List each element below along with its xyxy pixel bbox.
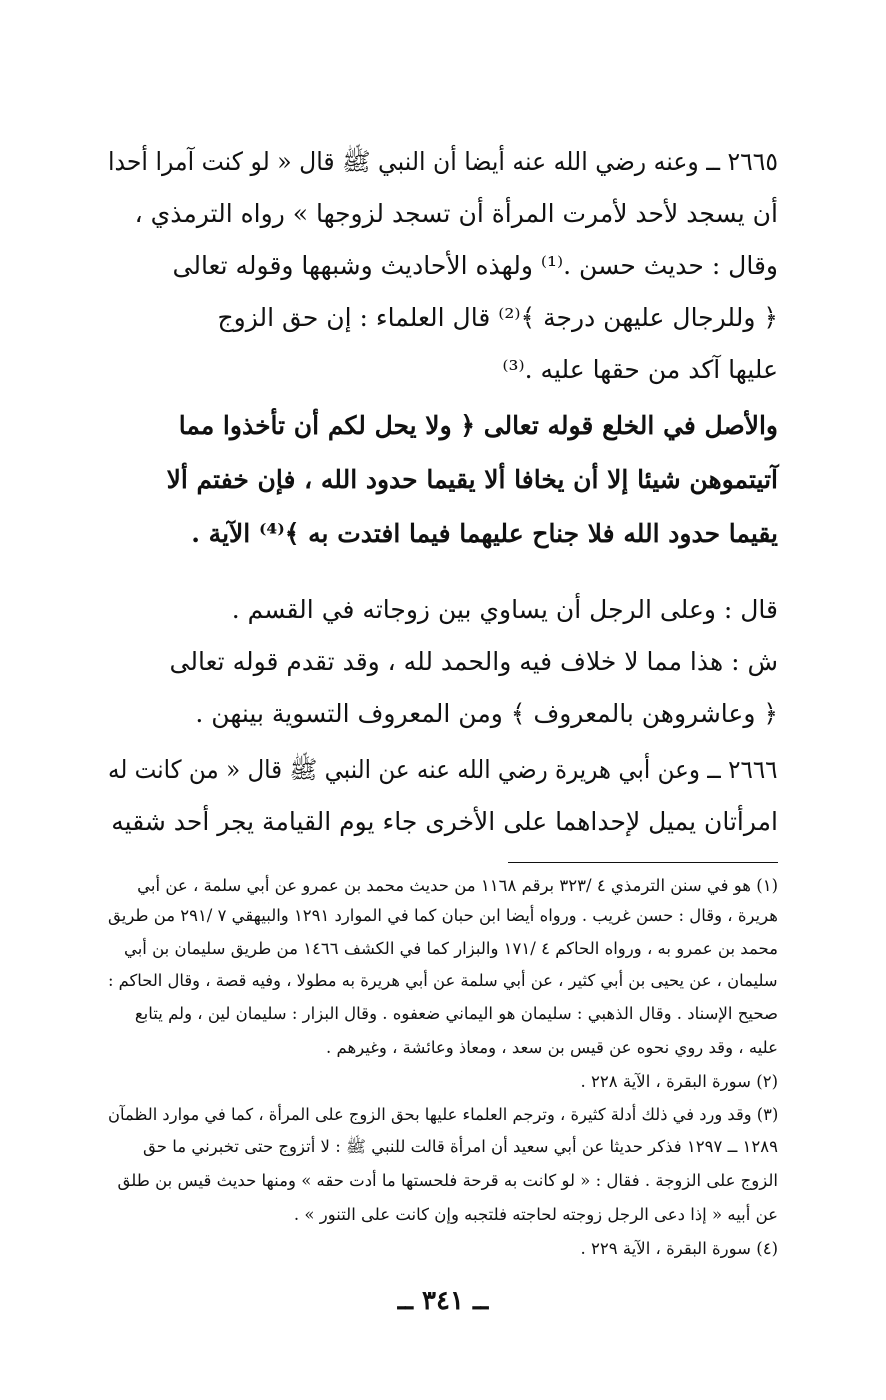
text-line: آتيتموهن شيئا إلا أن يخافا ألا يقيما حدود الله ، فإن خفتم ألا [166, 465, 778, 494]
footnote-line: هريرة ، وقال : حسن غريب . ورواه أيضا ابن حبان كما في الموارد ١٢٩١ والبيهقي ٧ /٢٩١ من طريق [108, 906, 778, 925]
text-line: والأصل في الخلع قوله تعالى ﴿ ولا يحل لكم أن تأخذوا مما [178, 411, 778, 440]
text-line: ٢٦٦٦ ــ وعن أبي هريرة رضي الله عنه عن النبي ﷺ قال « من كانت له [108, 755, 778, 784]
footnote-line: (٤) سورة البقرة ، الآية ٢٢٩ . [580, 1239, 778, 1258]
text-line: أن يسجد لأحد لأمرت المرأة أن تسجد لزوجها » رواه الترمذي ، [134, 199, 778, 228]
footnote-line: محمد بن عمرو به ، ورواه الحاكم ٤ /١٧١ والبزار كما في الكشف ١٤٦٦ من طريق سليمان بن أبي [123, 939, 778, 958]
text-line: قال : وعلى الرجل أن يساوي بين زوجاته في القسم . [231, 595, 778, 624]
text-line: ش : هذا مما لا خلاف فيه والحمد لله ، وقد تقدم قوله تعالى [169, 647, 778, 676]
text-line: عليها آكد من حقها عليه .⁽³⁾ [502, 355, 778, 384]
footnote-line: (١) هو في سنن الترمذي ٤ /٣٢٣ برقم ١١٦٨ من حديث محمد بن عمرو عن أبي سلمة ، عن أبي [137, 876, 778, 895]
footnote-line: (٣) وقد ورد في ذلك أدلة كثيرة ، وترجم العلماء عليها بحق الزوج على المرأة ، كما في موارد الظمآن [107, 1105, 778, 1124]
text-line: امرأتان يميل لإحداهما على الأخرى جاء يوم القيامة يجر أحد شقيه [111, 807, 778, 836]
footnote-line: سليمان ، عن يحيى بن أبي كثير ، عن أبي سلمة عن أبي هريرة به مطولا ، وفيه قصة ، وقال الحاكم : [108, 971, 778, 990]
footnote-divider [508, 862, 778, 863]
text-line: ﴿ وللرجال عليهن درجة ﴾⁽²⁾ قال العلماء : إن حق الزوج [217, 303, 778, 332]
footnote-line: الزوج على الزوجة . فقال : « لو كانت به قرحة فلحستها ما أدت حقه » ومنها حديث قيس بن طلق [117, 1171, 778, 1190]
footnote-line: صحيح الإسناد . وقال الذهبي : سليمان هو اليماني ضعفوه . وقال البزار : سليمان لين ، ولم يتابع [134, 1004, 778, 1023]
footnote-line: عليه ، وقد روي نحوه عن قيس بن سعد ، ومعاذ وعائشة ، وغيرهم . [326, 1038, 778, 1057]
text-line: ٢٦٦٥ ــ وعنه رضي الله عنه أيضا أن النبي ﷺ قال « لو كنت آمرا أحدا [107, 147, 778, 176]
footnote-line: (٢) سورة البقرة ، الآية ٢٢٨ . [580, 1072, 778, 1091]
footnote-line: عن أبيه « إذا دعى الرجل زوجته لحاجته فلتجبه وإن كانت على التنور » . [293, 1205, 778, 1224]
footnote-line: ١٢٨٩ ــ ١٢٩٧ فذكر حديثا عن أبي سعيد أن امرأة قالت للنبي ﷺ : لا أتزوج حتى تخبرني ما حق [143, 1137, 778, 1156]
page-number: ــ ٣٤١ ــ [397, 1286, 489, 1316]
text-line: ﴿ وعاشروهن بالمعروف ﴾ ومن المعروف التسوية بينهن . [195, 699, 778, 728]
text-line: يقيما حدود الله فلا جناح عليهما فيما افتدت به ﴾⁽⁴⁾ الآية . [191, 519, 778, 548]
text-line: وقال : حديث حسن .⁽¹⁾ ولهذه الأحاديث وشبهها وقوله تعالى [172, 251, 778, 280]
